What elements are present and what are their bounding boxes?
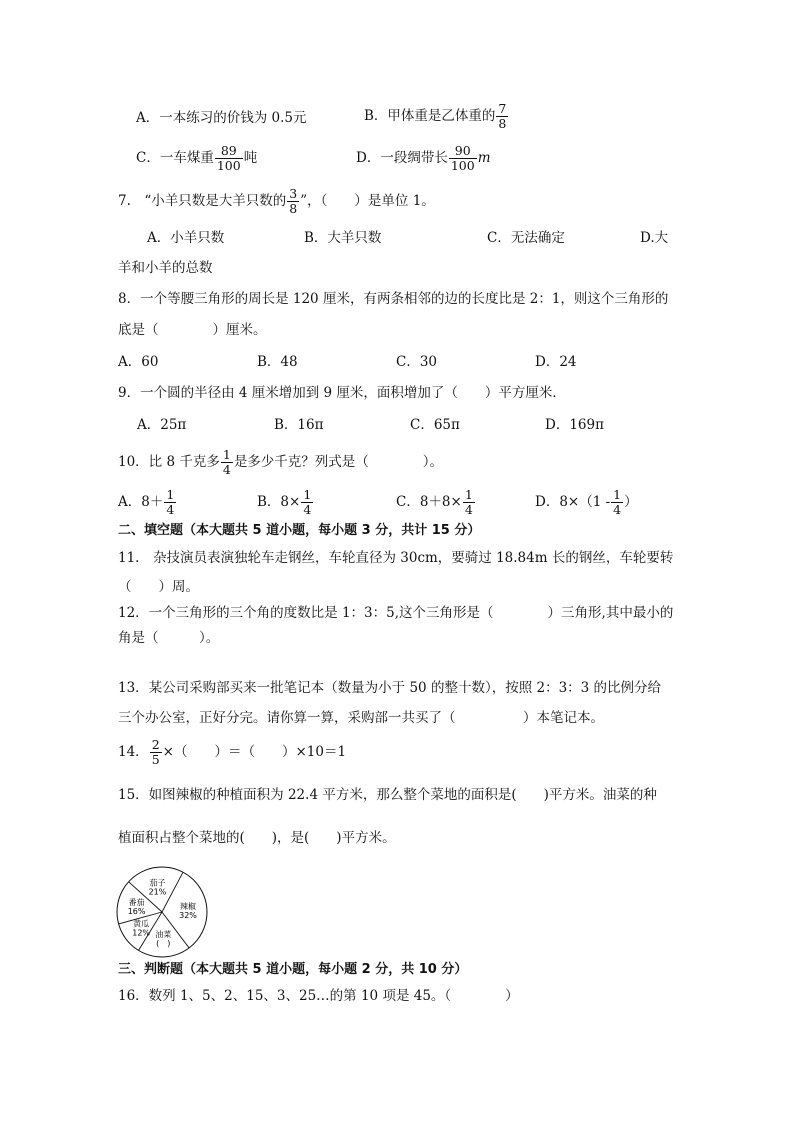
- fraction-numerator: 1: [613, 487, 622, 502]
- q10-option-d-fraction: [611, 488, 623, 517]
- q10-option-b-text: B．8×: [257, 494, 301, 510]
- fraction-denominator: 8: [498, 116, 507, 131]
- q8-option-c: C．30: [396, 354, 438, 370]
- q6-option-c-text: C．一车煤重: [136, 150, 214, 166]
- q7-stem-pre: 7. “小羊只数是大羊只数的: [118, 193, 287, 209]
- fraction-denominator: 4: [464, 502, 473, 517]
- fraction-numerator: 89: [215, 144, 243, 159]
- q10-stem-post: 是多少千克？列式是（ ）。: [233, 454, 444, 470]
- pie-slice-label: 黄瓜: [133, 919, 150, 929]
- q6-option-d-fraction: [449, 144, 477, 173]
- q10-stem-pre: 10．比 8 千克多: [118, 454, 220, 470]
- fraction-numerator: 3: [289, 186, 298, 201]
- q6-option-b: [364, 102, 509, 131]
- q6-option-c: [136, 144, 257, 173]
- q16-stem: 16．数列 1、5、2、15、3、25…的第 10 项是 45。（ ）: [118, 988, 519, 1004]
- q11-stem-line1: 11. 杂技演员表演独轮车走钢丝，车轮直径为 30cm，要骑过 18.84m 长的钢丝，车轮要转: [118, 550, 674, 566]
- pie-slice-value: ( ): [156, 939, 171, 949]
- q9-option-c: C．65π: [410, 417, 460, 433]
- q7-stem: [118, 187, 435, 216]
- q13-stem-line2: 三个办公室，正好分完。请你算一算，采购部一共买了（ ）本笔记本。: [118, 710, 604, 726]
- fraction-denominator: 4: [166, 502, 175, 517]
- fraction-denominator: 100: [216, 158, 241, 173]
- q7-option-b: B．大羊只数: [304, 230, 382, 246]
- pie-slice-value: 16%: [127, 906, 146, 916]
- q10-option-c-text: C．8＋8×: [396, 494, 462, 510]
- q9-stem: 9．一个圆的半径由 4 厘米增加到 9 厘米，面积增加了（ ）平方厘米．: [118, 385, 566, 401]
- q14-pre: 14．: [118, 744, 149, 760]
- q10-option-b: [257, 488, 314, 517]
- pie-slice-label: 番茄: [128, 897, 145, 907]
- q10-option-a-text: A．8＋: [118, 494, 164, 510]
- fraction-denominator: 4: [303, 502, 312, 517]
- fraction-numerator: 1: [166, 487, 175, 502]
- q10-option-a: [118, 488, 177, 517]
- q14-fraction: [150, 738, 162, 767]
- q10-option-c: [396, 488, 476, 517]
- q6-option-d: [356, 144, 491, 173]
- q10-option-d-text: D．8×（1 -: [535, 494, 611, 510]
- q9-option-b: B．16π: [274, 417, 324, 433]
- fraction-denominator: 8: [289, 201, 298, 216]
- q15-stem-line2: 植面积占整个菜地的( )，是( )平方米。: [118, 830, 396, 846]
- q10-option-d: [535, 488, 638, 517]
- q6-option-d-text: D．一段绸带长: [356, 150, 448, 166]
- pie-slice-value: 21%: [148, 887, 167, 897]
- q9-option-d: D．169π: [545, 417, 604, 433]
- q12-stem-line2: 角是（ ）。: [118, 630, 220, 646]
- vegetable-area-pie-chart: [114, 864, 210, 960]
- q7-option-a: A．小羊只数: [147, 230, 225, 246]
- fraction-denominator: 4: [222, 462, 231, 477]
- q10-option-a-fraction: [164, 488, 176, 517]
- q7-option-d-continued: 羊和小羊的总数: [118, 260, 213, 276]
- q8-option-b: B．48: [257, 354, 298, 370]
- pie-slice-label: 辣椒: [180, 901, 197, 911]
- q14-stem: [118, 738, 346, 767]
- q10-option-b-fraction: [301, 488, 313, 517]
- q6-option-c-fraction: [215, 144, 243, 173]
- q12-stem-line1: 12．一个三角形的三个角的度数比是 1：3：5,这个三角形是（ ）三角形,其中最小的: [118, 605, 674, 621]
- fraction-denominator: 4: [613, 502, 622, 517]
- q10-fraction: [221, 448, 233, 477]
- fraction-numerator: 1: [222, 447, 231, 462]
- q6-option-c-unit: 吨: [243, 150, 258, 166]
- fraction-denominator: 100: [450, 158, 475, 173]
- section-2-title: 二、填空题（本大题共 5 道小题，每小题 3 分，共计 15 分）: [118, 523, 481, 538]
- q10-option-c-fraction: [463, 488, 475, 517]
- fraction-numerator: 1: [464, 487, 473, 502]
- q13-stem-line1: 13．某公司采购部买来一批笔记本（数量为小于 50 的整十数），按照 2：3：3 的比例分给: [118, 680, 662, 696]
- pie-slice-value: 32%: [179, 910, 197, 920]
- q8-stem-line1: 8．一个等腰三角形的周长是 120 厘米，有两条相邻的边的长度比是 2：1，则这个三角形的: [118, 291, 669, 307]
- q15-stem-line1: 15．如图辣椒的种植面积为 22.4 平方米，那么整个菜地的面积是( )平方米。油菜的种: [118, 787, 657, 803]
- q6-option-d-unit: m: [477, 150, 491, 166]
- q10-stem: [118, 448, 443, 477]
- fraction-numerator: 1: [303, 487, 312, 502]
- q7-option-c: C．无法确定: [487, 230, 565, 246]
- fraction-numerator: 2: [151, 737, 160, 752]
- fraction-numerator: 7: [498, 101, 507, 116]
- fraction-numerator: 90: [449, 144, 477, 159]
- q6-option-b-fraction: [496, 102, 508, 131]
- q9-option-a: A．25π: [137, 417, 187, 433]
- q8-option-a: A．60: [118, 354, 159, 370]
- pie-slice-label: 茄子: [149, 878, 166, 888]
- q6-option-b-text: B．甲体重是乙体重的: [364, 108, 496, 124]
- q6-option-a: A．一本练习的价钱为 0.5元: [136, 110, 307, 126]
- q7-stem-post: ”，（ ）是单位 1。: [300, 193, 435, 209]
- q8-option-d: D．24: [535, 354, 577, 370]
- q14-post: ×（ ）＝（ ）×10＝1: [162, 744, 347, 760]
- section-3-title: 三、判断题（本大题共 5 道小题，每小题 2 分，共 10 分）: [118, 962, 468, 977]
- q11-stem-line2: （ ）周。: [118, 579, 199, 595]
- q8-stem-line2: 底是（ ）厘米。: [118, 322, 267, 338]
- q7-fraction: [287, 187, 299, 216]
- q7-option-d: D.大: [640, 230, 669, 246]
- q10-option-d-close: ）: [624, 494, 638, 510]
- pie-slice-value: 12%: [132, 928, 151, 938]
- fraction-denominator: 5: [151, 752, 160, 767]
- pie-slice-label: 油菜: [155, 930, 172, 940]
